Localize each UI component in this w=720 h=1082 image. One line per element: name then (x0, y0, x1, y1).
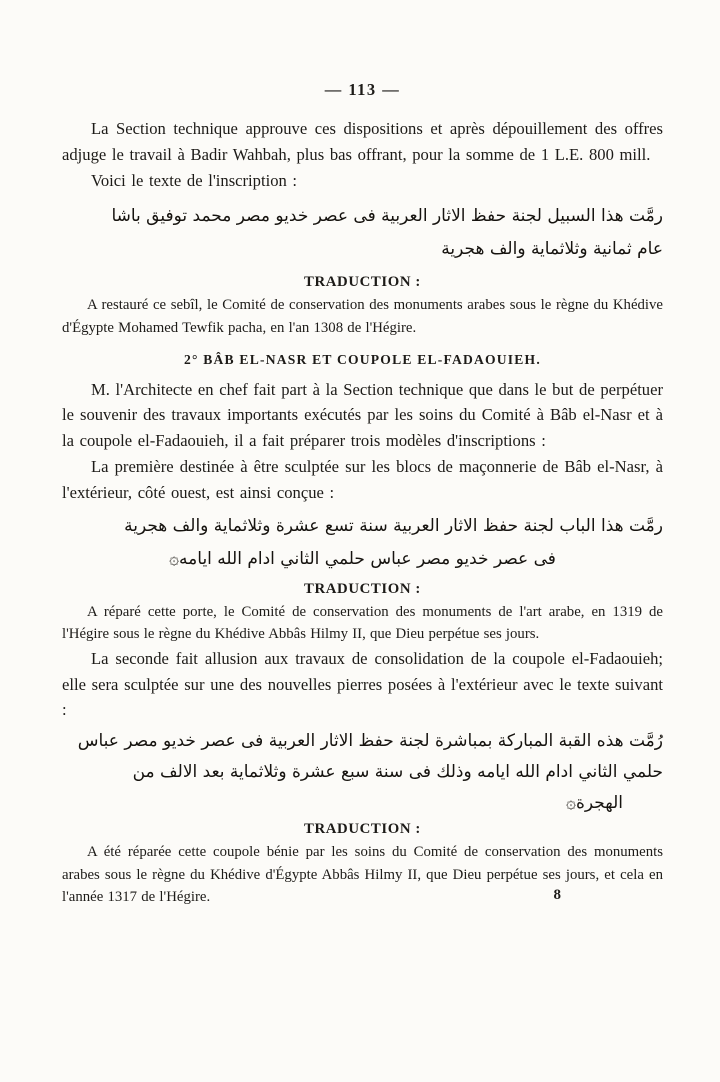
paragraph-seconde-inscription: La seconde fait allusion aux travaux de consolidation de la coupole el-Fadaouieh; elle sera sculptée sur une des nouvelles pierres posées à l'extérieur avec le texte suivant : (62, 648, 663, 720)
arabic-inscription-line: الهجرة۞ (566, 793, 623, 814)
arabic-inscription-line: عام ثمانية وثلاثماية والف هجرية (441, 239, 663, 260)
traduction-text-porte: A réparé cette porte, le Comité de conservation des monuments de l'art arabe, en 1319 de l'Hégire sous le règne du Khédive Abbâs Hilmy II, que Dieu perpétue ses jours. (62, 603, 663, 643)
traduction-heading: TRADUCTION : (304, 580, 421, 597)
paragraph-voici-texte: Voici le texte de l'inscription : (91, 170, 298, 190)
arabic-inscription-line: رُمَّت هذه القبة المباركة بمباشرة لجنة حفظ الاثار العربية فى عصر خديو مصر عباس (77, 731, 663, 752)
arabic-inscription-porte (62, 510, 663, 576)
paragraph-premiere-inscription: La première destinée à être sculptée sur les blocs de maçonnerie de Bâb el-Nasr, à l'extérieur, côté ouest, est ainsi conçue : (62, 456, 663, 502)
text-column (62, 80, 663, 904)
paragraph-section-technique: La Section technique approuve ces dispositions et après dépouillement des offres adjuge le travail à Badir Wahbah, plus bas offrant, pour la somme de 1 L.E. 800 mill. (62, 119, 663, 164)
arabic-inscription-line: فى عصر خديو مصر عباس حلمي الثاني ادام الله ايامه۞ (169, 548, 556, 569)
arabic-inscription-sebil (62, 200, 663, 266)
page-number: — 113 — (324, 80, 401, 99)
traduction-heading: TRADUCTION : (304, 821, 421, 838)
arabic-inscription-line: حلمي الثاني ادام الله ايامه وذلك فى سنة سبع عشرة وثلاثماية بعد الالف من (132, 762, 663, 783)
section-heading-bab-el-nasr: 2° BÂB EL-NASR ET COUPOLE EL-FADAOUIEH. (184, 351, 541, 367)
traduction-text-coupole: A été réparée cette coupole bénie par les soins du Comité de conservation des monuments arabes sous le règne du Khédive d'Égypte Abbâs Hilmy II, que Dieu perpétue ses jours, et cela en l'année 1317 de l'Hégire. (62, 844, 663, 906)
signature-mark: 8 (553, 886, 561, 903)
arabic-inscription-line: رمَّت هذا الباب لجنة حفظ الاثار العربية سنة تسع عشرة وثلاثماية والف هجرية (124, 515, 663, 536)
paragraph-architecte-en-chef: M. l'Architecte en chef fait part à la Section technique que dans le but de perpétuer le souvenir des travaux importants exécutés par les soins du Comité à Bâb el-Nasr et à la coupole el-Fadaouieh, il a fait préparer trois modèles d'inscriptions : (62, 379, 663, 451)
arabic-inscription-line: رمَّت هذا السبيل لجنة حفظ الاثار العربية فى عصر خديو مصر محمد توفيق باشا (111, 206, 663, 227)
arabic-inscription-coupole (62, 726, 663, 819)
traduction-heading: TRADUCTION : (304, 274, 421, 291)
traduction-text-sebil: A restauré ce sebîl, le Comité de conservation des monuments arabes sous le règne du Khédive d'Égypte Mohamed Tewfik pacha, en l'an 1308 de l'Hégire. (62, 297, 663, 336)
